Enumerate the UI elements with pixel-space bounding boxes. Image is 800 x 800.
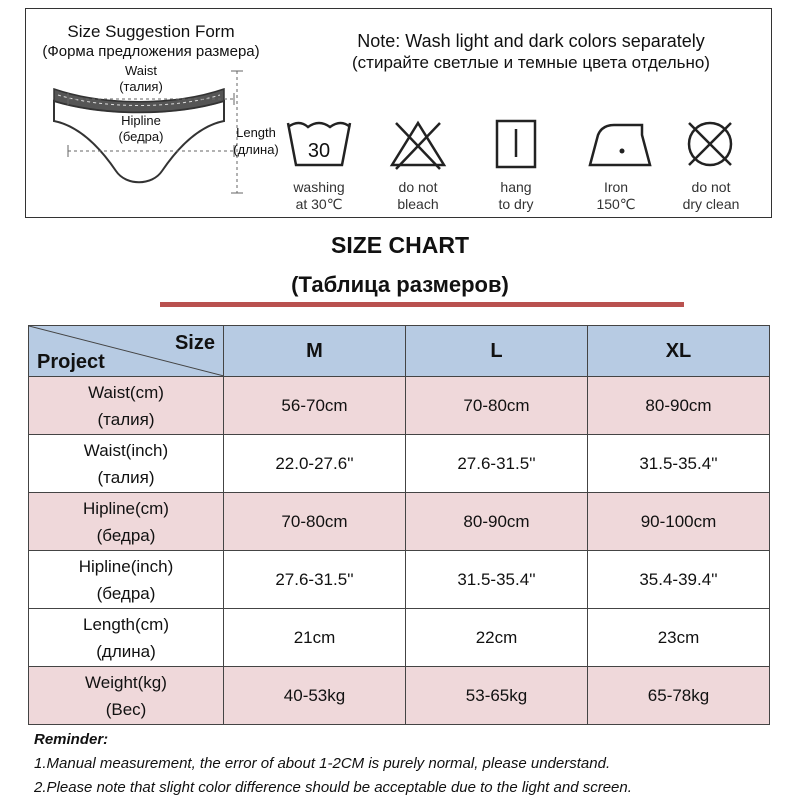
size-chart-subtitle: (Таблица размеров): [291, 272, 509, 297]
size-form-title: Size Suggestion Form: [67, 22, 235, 41]
table-cell: 56-70cm: [224, 377, 406, 435]
table-row: [29, 551, 770, 609]
table-row: [29, 493, 770, 551]
size-form-subtitle: (Форма предложения размера): [42, 43, 260, 60]
table-cell: 22cm: [406, 609, 588, 667]
reminder-section: [34, 728, 632, 800]
size-header-xl: XL: [588, 326, 770, 377]
hipline-label: Hipline: [121, 113, 161, 128]
title-divider: [160, 302, 684, 307]
waist-label-ru: (талия): [119, 79, 163, 94]
row-label: Hipline(cm) (бедра): [29, 493, 224, 551]
table-row: [29, 609, 770, 667]
size-table: [28, 325, 770, 725]
wash-note: Note: Wash light and dark colors separately: [357, 31, 705, 51]
table-cell: 31.5-35.4'': [588, 435, 770, 493]
table-header-row: [29, 326, 770, 377]
table-cell: 80-90cm: [588, 377, 770, 435]
washing-30-icon: [284, 117, 354, 172]
care-label-iron: Iron 150℃: [596, 179, 636, 212]
table-cell: 70-80cm: [406, 377, 588, 435]
table-cell: 80-90cm: [406, 493, 588, 551]
row-label: Hipline(inch) (бедра): [29, 551, 224, 609]
table-cell: 21cm: [224, 609, 406, 667]
table-corner-cell: [29, 326, 224, 377]
length-label: Length: [236, 125, 276, 140]
table-cell: 27.6-31.5'': [224, 551, 406, 609]
table-row: [29, 435, 770, 493]
table-cell: 35.4-39.4'': [588, 551, 770, 609]
table-cell: 22.0-27.6'': [224, 435, 406, 493]
corner-project-label: Project: [37, 351, 105, 373]
reminder-line-1: 1.Manual measurement, the error of about 1-2CM is purely normal, please understand.: [34, 755, 611, 772]
do-not-dry-clean-icon: [681, 117, 739, 172]
hipline-label-ru: (бедра): [118, 129, 164, 144]
care-label-dry-clean: do not dry clean: [682, 179, 740, 212]
size-header-m: M: [224, 326, 406, 377]
table-cell: 90-100cm: [588, 493, 770, 551]
table-row: [29, 667, 770, 725]
hang-to-dry-icon: [491, 117, 541, 172]
table-cell: 65-78kg: [588, 667, 770, 725]
hipline-dimension-icon: [66, 145, 236, 157]
row-label: Weight(kg) (Вес): [29, 667, 224, 725]
care-label-dry: hang to dry: [498, 179, 534, 212]
do-not-bleach-icon: [388, 117, 448, 172]
table-cell: 70-80cm: [224, 493, 406, 551]
row-label: Waist(inch) (талия): [29, 435, 224, 493]
size-chart-title: SIZE CHART: [331, 232, 469, 258]
table-cell: 23cm: [588, 609, 770, 667]
table-cell: 40-53kg: [224, 667, 406, 725]
size-header-l: L: [406, 326, 588, 377]
iron-150-icon: [584, 117, 659, 172]
wash-temp-text: 30: [307, 140, 331, 162]
reminder-line-2: 2.Please note that slight color difference should be acceptable due to the light and screen.: [34, 779, 632, 796]
table-cell: 31.5-35.4'': [406, 551, 588, 609]
table-row: [29, 377, 770, 435]
reminder-title: Reminder:: [34, 731, 109, 748]
corner-size-label: Size: [174, 332, 215, 354]
table-cell: 27.6-31.5'': [406, 435, 588, 493]
size-suggestion-panel: [25, 8, 772, 218]
length-label-ru: (длина): [233, 142, 279, 157]
care-label-washing: washing at 30℃: [293, 179, 345, 212]
wash-note-ru: (стирайте светлые и темные цвета отдельно): [352, 53, 710, 72]
row-label: Length(cm) (длина): [29, 609, 224, 667]
waist-label: Waist: [124, 63, 158, 78]
care-label-bleach: do not bleach: [397, 179, 439, 212]
row-label: Waist(cm) (талия): [29, 377, 224, 435]
table-cell: 53-65kg: [406, 667, 588, 725]
